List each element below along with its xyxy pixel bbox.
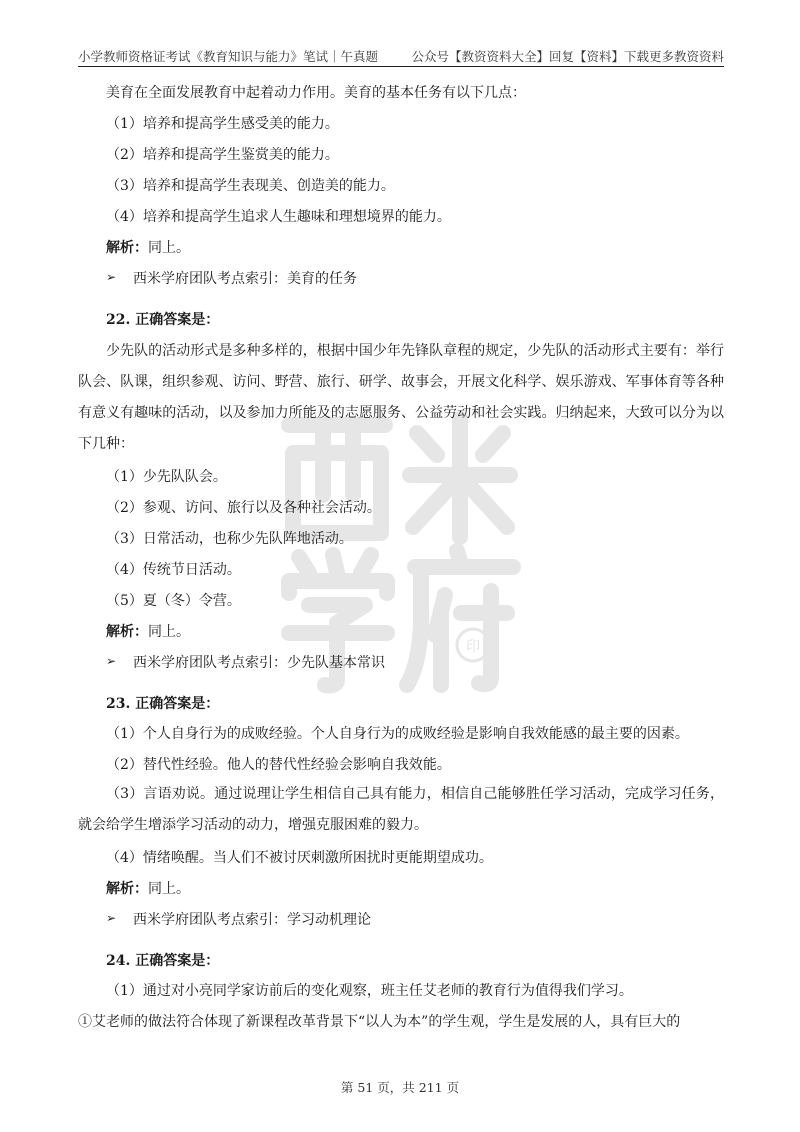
- watermark-seal-text: 印: [466, 639, 480, 655]
- list-item: [78, 584, 724, 615]
- list-item-text: （1）个人自身行为的成败经验。个人自身行为的成败经验是影响自我效能感的最主要的因素。: [106, 726, 689, 742]
- question-header: [78, 293, 724, 333]
- answer-paragraph: （3）言语劝说。通过说理让学生相信自己具有能力，相信自己能够胜任学习活动，完成学习任务，就会给学生增添学习活动的动力，增强克服困难的毅力。: [78, 786, 724, 833]
- page-number: 第 51 页，共 211 页: [340, 1080, 460, 1095]
- list-item-text: （5）夏（冬）令营。: [106, 593, 241, 609]
- question-title: 22. 正确答案是：: [106, 312, 220, 328]
- question-title: 23. 正确答案是：: [106, 696, 220, 712]
- list-item: [78, 460, 724, 491]
- list-item-text: （4）传统节日活动。: [106, 562, 241, 578]
- intro-text: 美育在全面发展教育中起着动力作用。美育的基本任务有以下几点：: [106, 85, 526, 101]
- analysis-note: [78, 615, 724, 646]
- list-item-text: ①艾老师的做法符合体现了新课程改革背景下“以人为本”的学生观，学生是发展的人，具有巨大的: [78, 1014, 681, 1030]
- reference-text: 西米学府团队考点索引：美育的任务: [133, 271, 357, 287]
- list-item-text: （4）培养和提高学生追求人生趣味和理想境界的能力。: [106, 209, 451, 225]
- list-item: [78, 522, 724, 553]
- analysis-label: 解析：: [106, 881, 148, 897]
- list-item: [78, 717, 724, 748]
- question-title: 24. 正确答案是：: [106, 953, 220, 969]
- header-divider: [78, 66, 724, 67]
- topic-reference: [78, 262, 724, 293]
- topic-reference: [78, 903, 724, 934]
- list-item: [78, 841, 724, 872]
- question-header: [78, 934, 724, 974]
- list-item-text: （2）培养和提高学生鉴赏美的能力。: [106, 147, 339, 163]
- question-header: [78, 677, 724, 717]
- list-item-text: （2）替代性经验。他人的替代性经验会影响自我效能。: [106, 757, 451, 773]
- header-title: 小学教师资格证考试《教育知识与能力》笔试｜午真题: [78, 49, 379, 64]
- list-item: [78, 1005, 724, 1036]
- answer-paragraph: 少先队的活动形式是多种多样的，根据中国少年先锋队章程的规定，少先队的活动形式主要有：举行队会、队课，组织参观、访问、野营、旅行、研学、故事会，开展文化科学、娱乐游戏、军事体育等各种有意义有趣味的活动，以及参加力所能及的志愿服务、公益劳动和社会实践。归纳起来，大致可以分为以下几种：: [78, 343, 724, 452]
- list-item: [78, 553, 724, 584]
- list-item-text: （1）通过对小亮同学家访前后的变化观察，班主任艾老师的教育行为值得我们学习。: [106, 983, 633, 999]
- list-item-text: （2）参观、访问、旅行以及各种社会活动。: [106, 500, 381, 516]
- analysis-note: [78, 231, 724, 262]
- list-item: [78, 491, 724, 522]
- analysis-text: 同上。: [148, 881, 190, 897]
- list-item: [78, 169, 724, 200]
- header-promo: 公众号【教资资料大全】回复【资料】下载更多教资资料: [411, 49, 724, 64]
- list-item-text: （1）少先队队会。: [106, 469, 227, 485]
- list-item: [78, 748, 724, 779]
- reference-text: 西米学府团队考点索引：学习动机理论: [133, 912, 371, 928]
- list-item-text: （4）情绪唤醒。当人们不被讨厌刺激所困扰时更能期望成功。: [106, 850, 493, 866]
- list-item-text: （3）培养和提高学生表现美、创造美的能力。: [106, 178, 395, 194]
- arrow-bullet-icon: ➢: [106, 654, 117, 668]
- list-item: [78, 974, 724, 1005]
- page-content: [78, 76, 724, 1036]
- list-item-text: （1）培养和提高学生感受美的能力。: [106, 116, 339, 132]
- topic-reference: [78, 646, 724, 677]
- list-item: [78, 200, 724, 231]
- analysis-text: 同上。: [148, 624, 190, 640]
- arrow-bullet-icon: ➢: [106, 911, 117, 925]
- analysis-label: 解析：: [106, 240, 148, 256]
- intro-line: [78, 76, 724, 107]
- analysis-text: 同上。: [148, 240, 190, 256]
- reference-text: 西米学府团队考点索引：少先队基本常识: [133, 655, 385, 671]
- list-item: [78, 138, 724, 169]
- arrow-bullet-icon: ➢: [106, 270, 117, 284]
- analysis-note: [78, 872, 724, 903]
- list-item-text: （3）日常活动，也称少先队阵地活动。: [106, 531, 353, 547]
- analysis-label: 解析：: [106, 624, 148, 640]
- list-item: [78, 107, 724, 138]
